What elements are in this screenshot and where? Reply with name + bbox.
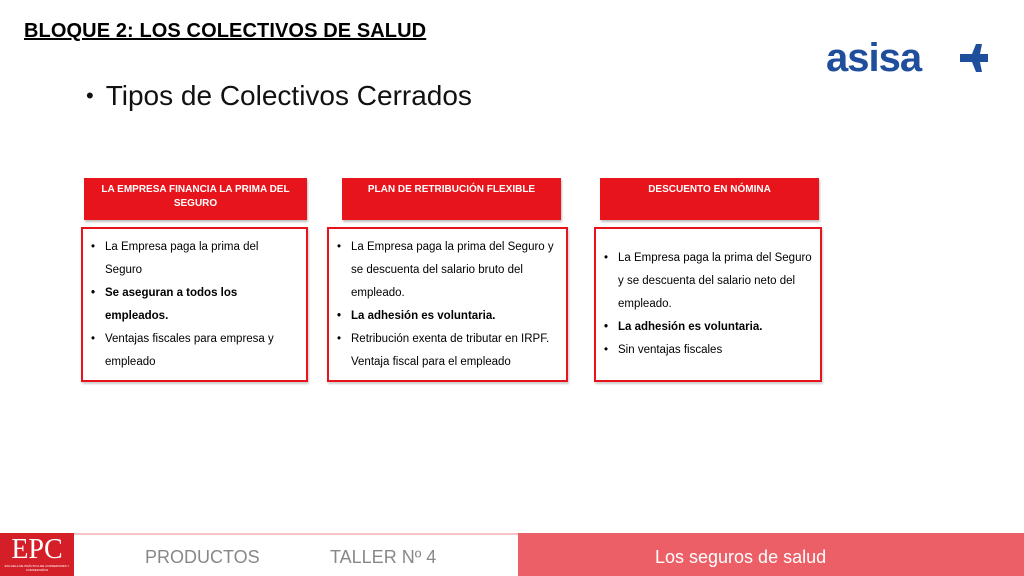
list-item: • Sin ventajas fiscales — [604, 339, 812, 362]
epc-logo-subtitle: ESCUELA DE PRÁCTICA DE CORREDORES Y CORREDURÍAS — [4, 564, 70, 572]
list-item: • Retribución exenta de tributar en IRPF. Ventaja fiscal para el empleado — [337, 328, 558, 374]
list-item: • La Empresa paga la prima del Seguro — [91, 236, 298, 282]
content-box-1 — [81, 227, 308, 382]
list-item: • La adhesión es voluntaria. — [337, 305, 558, 328]
main-bullet — [86, 80, 472, 112]
footer-productos: PRODUCTOS — [145, 547, 260, 567]
column-header-1: LA EMPRESA FINANCIA LA PRIMA DEL SEGURO — [84, 178, 307, 220]
logo-text: asisa — [826, 40, 922, 76]
footer-taller: TALLER Nº 4 — [330, 547, 437, 567]
list-item: • La Empresa paga la prima del Seguro y se descuenta del salario bruto del empleado. — [337, 236, 558, 305]
bullet-icon: • — [86, 83, 94, 108]
epc-logo-text: EPC — [11, 534, 63, 565]
list-item: • Se aseguran a todos los empleados. — [91, 282, 298, 328]
content-box-3 — [594, 227, 822, 382]
content-box-2 — [327, 227, 568, 382]
epc-logo — [0, 533, 74, 576]
footer-seguros: Los seguros de salud — [655, 547, 827, 567]
footer-left-stripe — [74, 533, 520, 576]
column-header-2: PLAN DE RETRIBUCIÓN FLEXIBLE — [342, 178, 561, 220]
section-title: Tipos de Colectivos Cerrados — [105, 80, 472, 111]
list-item: • La adhesión es voluntaria. — [604, 316, 812, 339]
column-header-3: DESCUENTO EN NÓMINA — [600, 178, 819, 220]
block-title: BLOQUE 2: LOS COLECTIVOS DE SALUD — [24, 20, 427, 42]
list-item: • Ventajas fiscales para empresa y empleado — [91, 328, 298, 374]
logo-plane-icon — [960, 44, 988, 72]
asisa-logo — [826, 40, 988, 76]
footer — [0, 533, 1024, 576]
list-item: • La Empresa paga la prima del Seguro y se descuenta del salario neto del empleado. — [604, 247, 812, 316]
